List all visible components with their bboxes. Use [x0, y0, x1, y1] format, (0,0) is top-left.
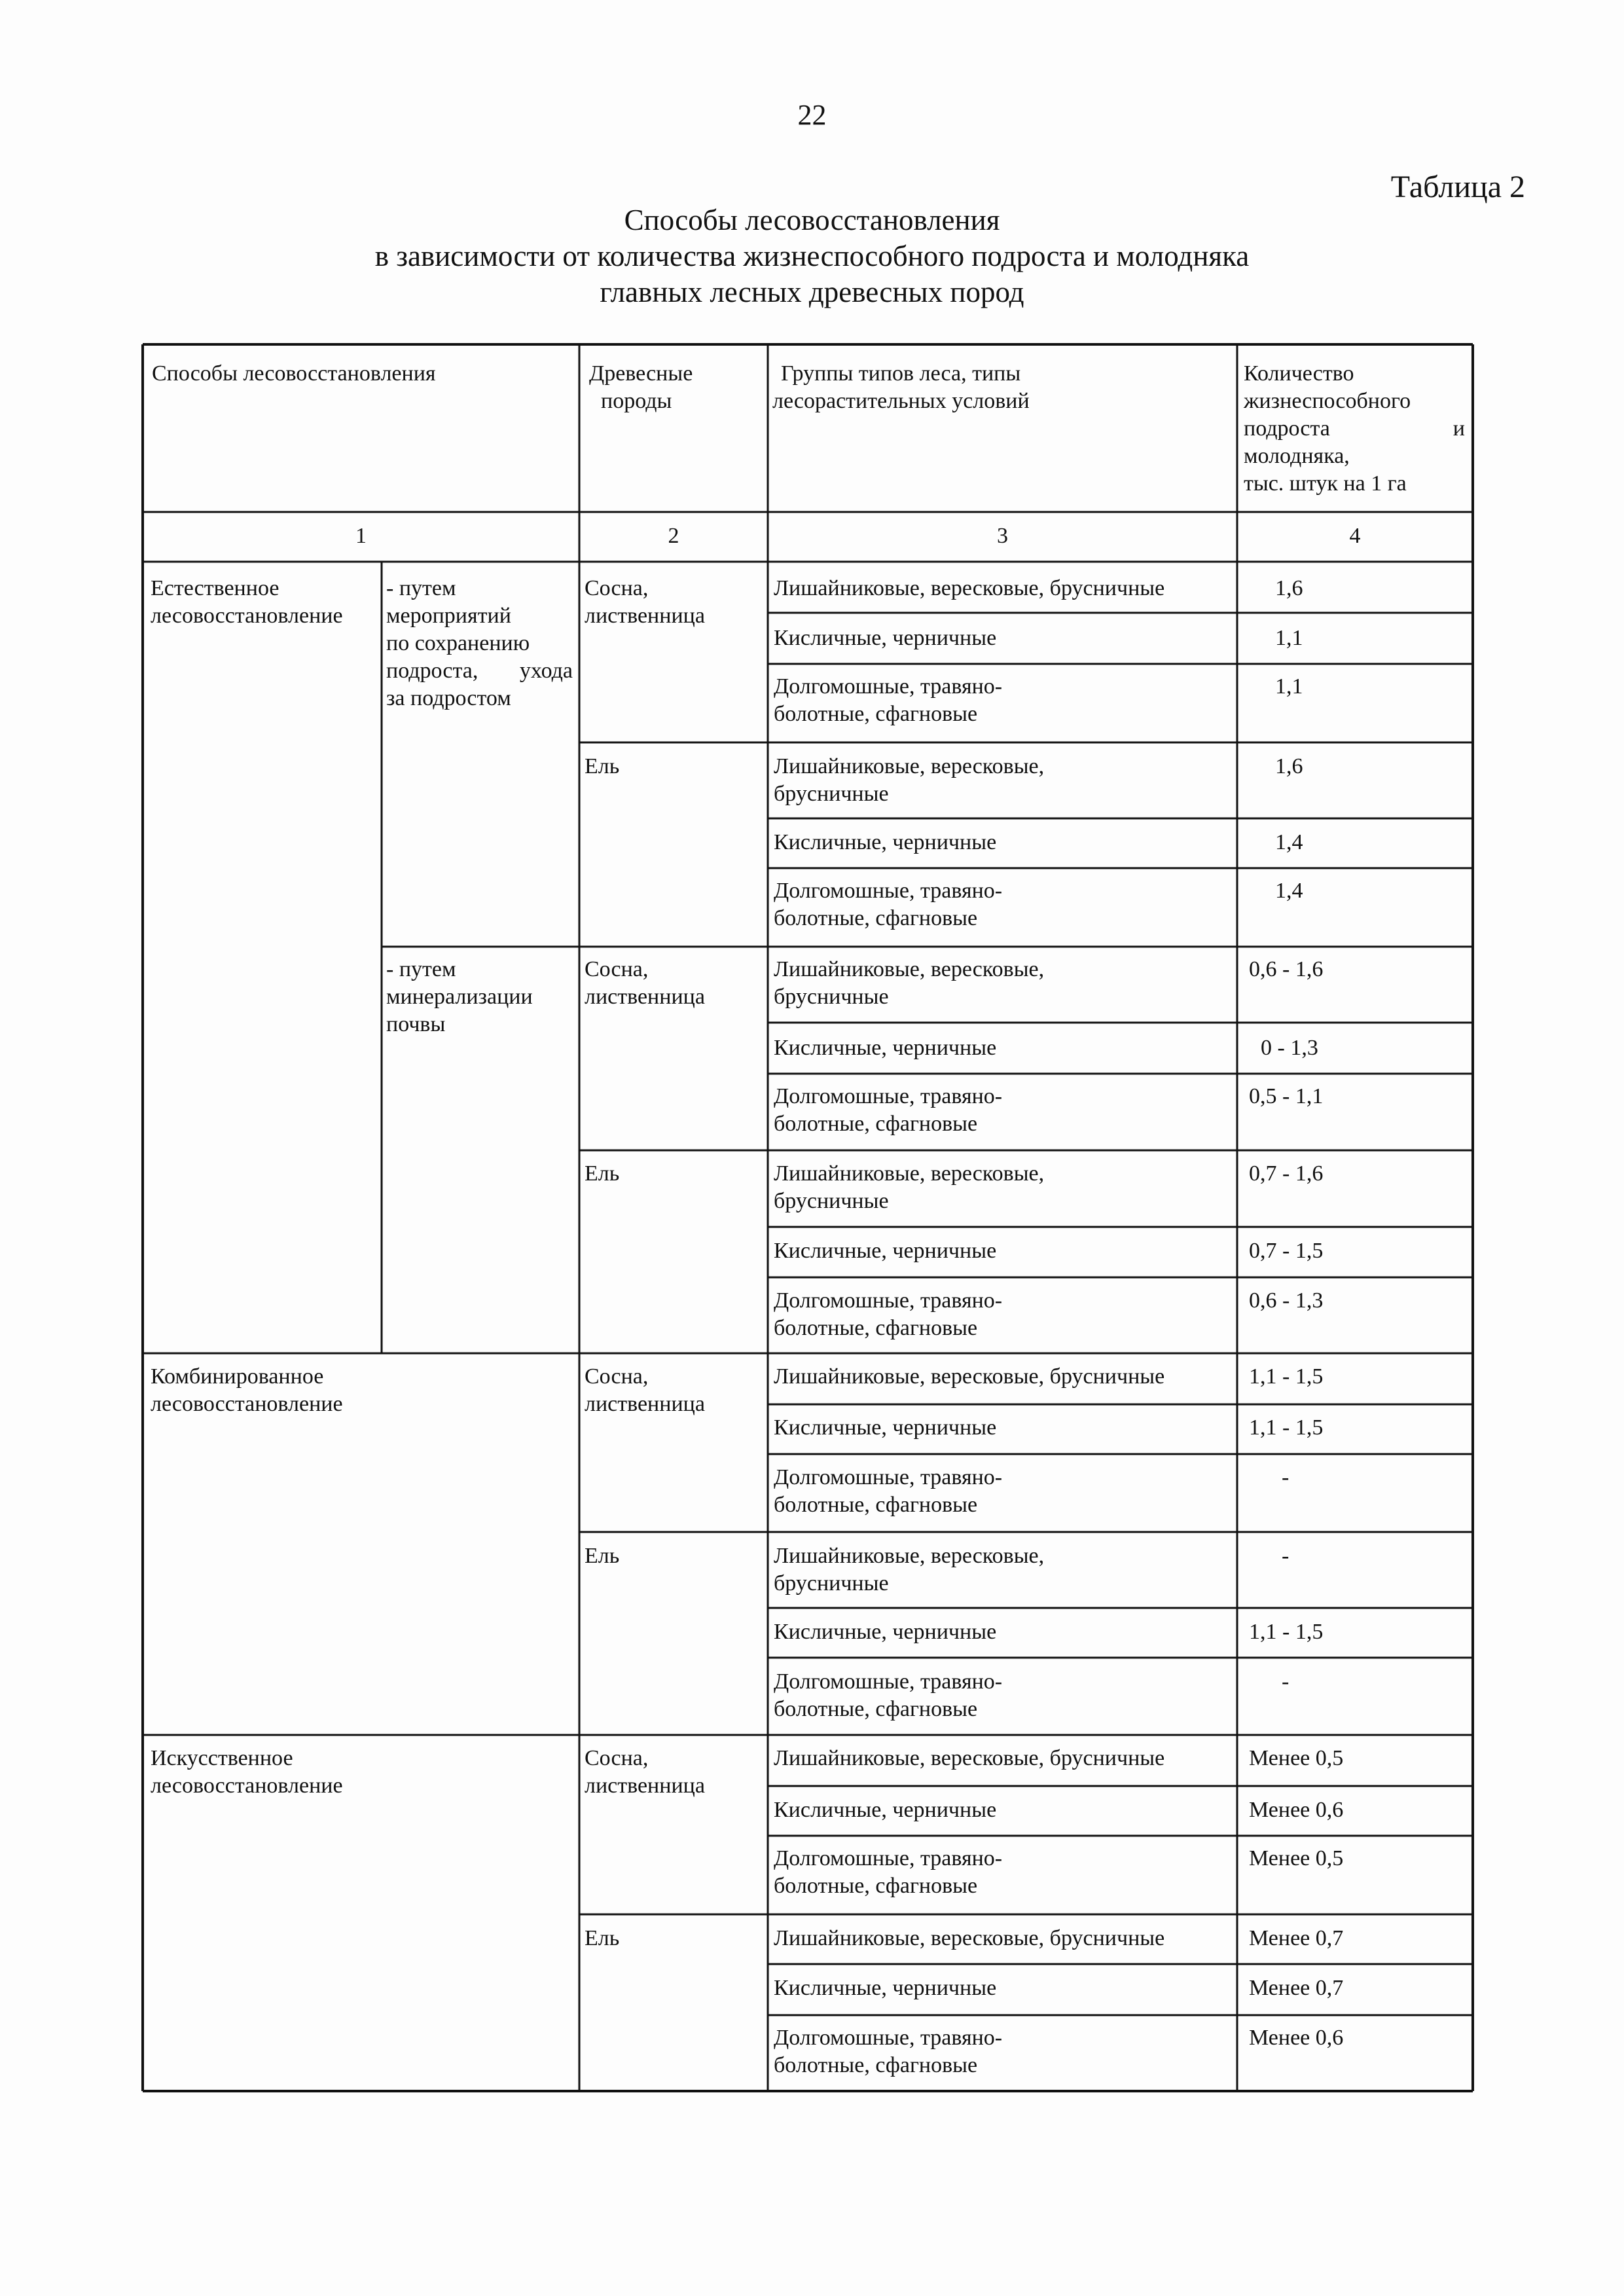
submethod-preservation-l4-word2: ухода — [519, 659, 573, 683]
species-pine-4-l1: Сосна, — [585, 1746, 649, 1770]
submethod-mineralization-l2: минерализации — [386, 985, 533, 1009]
column-number-2: 2 — [668, 524, 679, 548]
method-combined-l2: лесовосстановление — [151, 1392, 343, 1416]
quantity-value: 1,1 - 1,5 — [1249, 1620, 1324, 1644]
forest-type-moss-l1: Долгомошные, травяно- — [774, 1669, 1003, 1694]
column-number-1: 1 — [355, 524, 367, 548]
quantity-value: - — [1282, 1544, 1290, 1568]
species-pine-3-l1: Сосна, — [585, 1364, 649, 1389]
header-col-quantity-l2: жизнеспособного — [1244, 389, 1411, 413]
forest-type-lichen-l2: брусничные — [774, 985, 889, 1009]
forest-type-moss-l1: Долгомошные, травяно- — [774, 879, 1003, 903]
forest-type-moss-l2: болотные, сфагновые — [774, 1697, 978, 1721]
header-col-forest-types-l2: лесорастительных условий — [772, 389, 1030, 413]
forest-type-lichen: Лишайниковые, вересковые, брусничные — [774, 576, 1165, 600]
method-artificial-l1: Искусственное — [151, 1746, 293, 1770]
submethod-preservation-l4-word1: подроста, — [386, 659, 478, 683]
species-pine-2-l1: Сосна, — [585, 957, 649, 981]
forest-type-lichen: Лишайниковые, вересковые, брусничные — [774, 1746, 1165, 1770]
submethod-preservation-l4 — [386, 657, 573, 685]
quantity-value: 1,1 - 1,5 — [1249, 1364, 1324, 1389]
header-col-quantity-l3 — [1244, 415, 1465, 443]
forest-type-lichen: Лишайниковые, вересковые, брусничные — [774, 1926, 1165, 1950]
quantity-value: 0,7 - 1,5 — [1249, 1239, 1324, 1263]
forest-type-sorrel: Кисличные, черничные — [774, 1976, 997, 2000]
quantity-value: 1,4 — [1275, 830, 1303, 854]
quantity-value: 0,6 - 1,3 — [1249, 1288, 1324, 1313]
table-label: Таблица 2 — [1390, 170, 1525, 204]
forest-type-sorrel: Кисличные, черничные — [774, 1036, 997, 1060]
quantity-value: 0,5 - 1,1 — [1249, 1084, 1324, 1108]
quantity-value: 0 - 1,3 — [1261, 1036, 1318, 1060]
forest-type-lichen-l2: брусничные — [774, 782, 889, 806]
forest-type-moss-l1: Долгомошные, травяно- — [774, 1465, 1003, 1489]
forest-type-moss-l1: Долгомошные, травяно- — [774, 1846, 1003, 1870]
species-pine-2-l2: лиственница — [585, 985, 705, 1009]
quantity-value: Менее 0,7 — [1249, 1926, 1344, 1950]
forest-type-lichen-l1: Лишайниковые, вересковые, — [774, 957, 1045, 981]
method-natural-l1: Естественное — [151, 576, 280, 600]
forest-type-lichen-l1: Лишайниковые, вересковые, — [774, 754, 1045, 778]
forest-type-lichen-l1: Лишайниковые, вересковые, — [774, 1544, 1045, 1568]
forest-type-moss-l2: болотные, сфагновые — [774, 1874, 978, 1898]
method-combined-l1: Комбинированное — [151, 1364, 324, 1389]
quantity-value: 1,1 - 1,5 — [1249, 1415, 1324, 1440]
forest-type-sorrel: Кисличные, черничные — [774, 830, 997, 854]
submethod-preservation-l5: за подростом — [386, 686, 511, 710]
forest-type-moss-l1: Долгомошные, травяно- — [774, 674, 1003, 699]
forest-type-moss-l2: болотные, сфагновые — [774, 702, 978, 726]
quantity-value: 1,1 — [1275, 626, 1303, 650]
header-col-quantity-l3-word2: и — [1453, 416, 1465, 441]
submethod-preservation-l2: мероприятий — [386, 604, 511, 628]
forest-type-moss-l2: болотные, сфагновые — [774, 1112, 978, 1136]
quantity-value: 1,1 — [1275, 674, 1303, 699]
quantity-value: 0,7 - 1,6 — [1249, 1161, 1324, 1186]
table-title-line-2: в зависимости от количества жизнеспособного подроста и молодняка — [374, 240, 1250, 272]
header-col-quantity-l5: тыс. штук на 1 га — [1244, 471, 1407, 496]
header-col-species-l2: породы — [601, 389, 672, 413]
forest-type-lichen: Лишайниковые, вересковые, брусничные — [774, 1364, 1165, 1389]
table-title-line-3: главных лесных древесных пород — [600, 276, 1024, 308]
submethod-mineralization-l1: - путем — [386, 957, 456, 981]
quantity-value: 1,6 — [1275, 754, 1303, 778]
quantity-value: 1,4 — [1275, 879, 1303, 903]
header-col-quantity-l3-word1: подроста — [1244, 416, 1330, 441]
forest-type-moss-l1: Долгомошные, травяно- — [774, 2026, 1003, 2050]
forest-type-moss-l1: Долгомошные, травяно- — [774, 1288, 1003, 1313]
column-number-3: 3 — [997, 524, 1008, 548]
quantity-value: - — [1282, 1669, 1290, 1694]
species-spruce-1: Ель — [585, 754, 620, 778]
header-col-forest-types-l1: Группы типов леса, типы — [781, 361, 1021, 386]
species-spruce-2: Ель — [585, 1161, 620, 1186]
forest-type-sorrel: Кисличные, черничные — [774, 1239, 997, 1263]
quantity-value: 1,6 — [1275, 576, 1303, 600]
header-col-quantity-l4: молодняка, — [1244, 444, 1350, 468]
species-pine-1-l1: Сосна, — [585, 576, 649, 600]
forest-type-sorrel: Кисличные, черничные — [774, 1620, 997, 1644]
forest-type-sorrel: Кисличные, черничные — [774, 1798, 997, 1822]
forest-type-moss-l1: Долгомошные, травяно- — [774, 1084, 1003, 1108]
forest-type-moss-l2: болотные, сфагновые — [774, 1316, 978, 1340]
forest-type-lichen-l1: Лишайниковые, вересковые, — [774, 1161, 1045, 1186]
forest-type-sorrel: Кисличные, черничные — [774, 1415, 997, 1440]
column-number-4: 4 — [1349, 524, 1361, 548]
forest-type-sorrel: Кисличные, черничные — [774, 626, 997, 650]
quantity-value: 0,6 - 1,6 — [1249, 957, 1324, 981]
page-number: 22 — [797, 99, 827, 131]
submethod-preservation-l3: по сохранению — [386, 631, 530, 655]
species-pine-3-l2: лиственница — [585, 1392, 705, 1416]
species-spruce-4: Ель — [585, 1926, 620, 1950]
quantity-value: - — [1282, 1465, 1290, 1489]
quantity-value: Менее 0,6 — [1249, 1798, 1344, 1822]
species-pine-4-l2: лиственница — [585, 1774, 705, 1798]
species-spruce-3: Ель — [585, 1544, 620, 1568]
submethod-preservation-l1: - путем — [386, 576, 456, 600]
quantity-value: Менее 0,5 — [1249, 1846, 1344, 1870]
method-natural-l2: лесовосстановление — [151, 604, 343, 628]
quantity-value: Менее 0,5 — [1249, 1746, 1344, 1770]
header-col-species-l1: Древесные — [589, 361, 693, 386]
forest-type-lichen-l2: брусничные — [774, 1189, 889, 1213]
quantity-value: Менее 0,7 — [1249, 1976, 1344, 2000]
quantity-value: Менее 0,6 — [1249, 2026, 1344, 2050]
forest-type-moss-l2: болотные, сфагновые — [774, 2053, 978, 2077]
species-pine-1-l2: лиственница — [585, 604, 705, 628]
submethod-mineralization-l3: почвы — [386, 1012, 446, 1036]
header-col-methods: Способы лесовосстановления — [152, 361, 436, 386]
table-title-line-1: Способы лесовосстановления — [624, 204, 1000, 236]
method-artificial-l2: лесовосстановление — [151, 1774, 343, 1798]
header-col-quantity-l1: Количество — [1244, 361, 1354, 386]
forest-type-lichen-l2: брусничные — [774, 1571, 889, 1595]
forest-type-moss-l2: болотные, сфагновые — [774, 906, 978, 930]
forest-type-moss-l2: болотные, сфагновые — [774, 1493, 978, 1517]
